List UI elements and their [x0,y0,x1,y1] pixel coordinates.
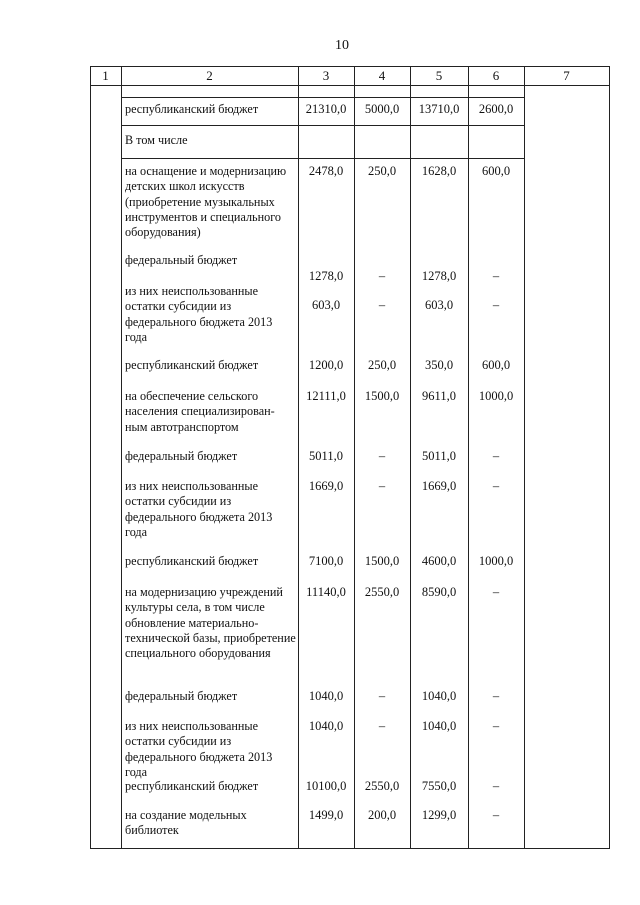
cell-year-2: 1628,0 [421,164,457,178]
cell-total: 1499,0 [308,808,344,822]
cell-year-1: 5000,0 [364,102,400,116]
cell-year-1: 250,0 [367,358,397,372]
header-col-5: 5 [435,68,443,83]
table-bottom-border [90,848,610,849]
cell-year-3: – [492,689,500,703]
cell-year-1: – [378,298,386,312]
cell-year-1: – [378,719,386,733]
cell-year-2: 1669,0 [421,479,457,493]
row-label: на создание модельных библиотек [125,808,247,838]
header-col-6: 6 [492,68,500,83]
cell-total: 2478,0 [308,164,344,178]
col-divider-6-7 [524,66,525,849]
cell-year-1: – [378,689,386,703]
cell-total: 603,0 [311,298,341,312]
cell-year-3: 1000,0 [478,389,514,403]
cell-year-2: 8590,0 [421,585,457,599]
cell-year-3: 2600,0 [478,102,514,116]
row-label: В том числе [125,133,188,147]
cell-total: 1669,0 [308,479,344,493]
inner-top-border [121,97,524,98]
cell-year-3: – [492,808,500,822]
row-label: федеральный бюджет [125,449,238,463]
row-divider [121,158,524,159]
row-label: республиканский бюджет [125,779,259,793]
cell-total: 10100,0 [305,779,347,793]
cell-year-3: – [492,298,500,312]
row-divider [121,125,524,126]
cell-total: 1040,0 [308,719,344,733]
cell-year-2: 4600,0 [421,554,457,568]
cell-total: 21310,0 [305,102,347,116]
header-col-2: 2 [206,68,213,83]
header-col-1: 1 [102,68,109,83]
cell-year-2: 5011,0 [422,449,456,463]
row-label: федеральный бюджет [125,689,238,703]
page-number: 10 [335,38,349,53]
cell-total: 11140,0 [306,585,346,599]
row-label: республиканский бюджет [125,102,259,116]
cell-year-1: 200,0 [367,808,397,822]
row-label: на оснащение и модернизацию детских школ искусств (приобретение музыкальных инструментов и специального оборудования) [125,164,287,240]
row-label: из них неиспользованные остатки субсидии из федерального бюджета 2013 года [125,719,273,779]
header-bottom-border [90,85,610,86]
cell-year-1: – [378,449,386,463]
cell-year-2: 603,0 [424,298,454,312]
cell-total: 5011,0 [309,449,343,463]
cell-year-3: – [492,479,500,493]
cell-total: 12111,0 [306,389,346,403]
cell-year-3: – [492,719,500,733]
cell-year-2: 1040,0 [421,689,457,703]
cell-year-3: 600,0 [481,358,511,372]
cell-year-1: – [378,269,386,283]
cell-year-2: 1040,0 [421,719,457,733]
cell-year-3: – [492,585,500,599]
cell-total: 1040,0 [308,689,344,703]
row-label: федеральный бюджет [125,253,238,267]
cell-year-2: 9611,0 [422,389,456,403]
row-label: республиканский бюджет [125,358,259,372]
cell-year-2: 350,0 [424,358,454,372]
cell-year-1: 1500,0 [364,554,400,568]
col-divider-1-2 [121,66,122,849]
row-label: из них неиспользованные остатки субсидии из федерального бюджета 2013 года [125,479,273,539]
cell-year-1: 2550,0 [364,779,400,793]
row-label: республиканский бюджет [125,554,259,568]
budget-table [90,66,610,849]
cell-year-3: 600,0 [481,164,511,178]
cell-year-1: 250,0 [367,164,397,178]
row-label: на обеспечение сельского населения специализирован-ным автотранспортом [125,389,275,434]
header-col-7: 7 [563,68,570,83]
row-label: из них неиспользованные остатки субсидии из федерального бюджета 2013 года [125,284,273,344]
header-col-3: 3 [322,68,330,83]
cell-year-2: 7550,0 [421,779,457,793]
cell-year-3: – [492,779,500,793]
row-label: на модернизацию учреждений культуры села, в том числе обновление материально-технической базы, приобретение специального оборудования [125,585,296,661]
cell-year-2: 13710,0 [418,102,460,116]
cell-year-1: 2550,0 [364,585,400,599]
cell-year-3: – [492,449,500,463]
cell-total: 1200,0 [308,358,344,372]
cell-year-1: 1500,0 [364,389,400,403]
table-right-border [609,66,610,849]
cell-total: 7100,0 [308,554,344,568]
table-left-border [90,66,91,849]
cell-year-1: – [378,479,386,493]
cell-year-3: 1000,0 [478,554,514,568]
cell-year-2: 1299,0 [421,808,457,822]
cell-year-3: – [492,269,500,283]
cell-total: 1278,0 [308,269,344,283]
header-col-4: 4 [378,68,386,83]
cell-year-2: 1278,0 [421,269,457,283]
